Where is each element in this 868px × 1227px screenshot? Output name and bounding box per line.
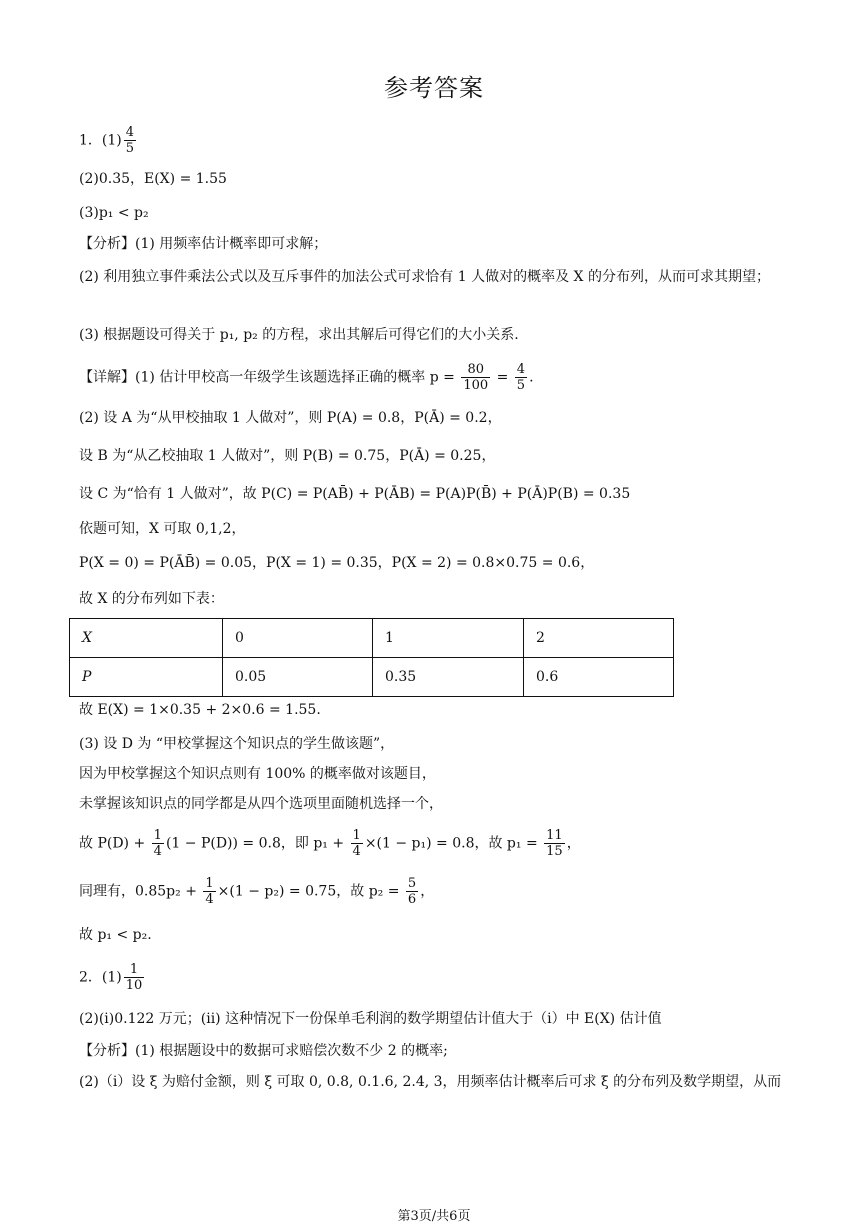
table-cell: 1 <box>373 619 524 658</box>
q1-detail-9: (3) 设 D 为 “甲校掌握这个知识点的学生做该题”， <box>79 736 395 752</box>
q1-detail-6: P(X = 0) = P(ĀB̄) = 0.05，P(X = 1) = 0.35，P(X = 2) = 0.8×0.75 = 0.6， <box>79 555 595 571</box>
q1-analysis-3: (3) 根据题设可得关于 p₁, p₂ 的方程，求出其解后可得它们的大小关系. <box>79 327 519 343</box>
q1-detail-3: 设 B 为“从乙校抽取 1 人做对”，则 P(B) = 0.75，P(Ā) = 0.25， <box>79 448 496 464</box>
q1-answer-3: (3)p₁ < p₂ <box>79 205 149 221</box>
table-cell: X <box>70 619 223 658</box>
page-footer: 第3页/共6页 <box>397 1209 471 1224</box>
q1-answer-1: 1．(1) $\frac{4}{5}$ <box>79 125 135 156</box>
q1-analysis-2: (2) 利用独立事件乘法公式以及互斥事件的加法公式可求恰有 1 人做对的概率及 X 的分布列，从而可求其期望； <box>79 269 770 285</box>
table-cell: P <box>70 658 223 697</box>
q1-detail-4: 设 C 为“恰有 1 人做对”，故 P(C) = P(AB̄) + P(ĀB) = P(A)P(B̄) + P(Ā)P(B) = 0.35 <box>79 486 631 502</box>
fraction: $\frac{4}{5}$ <box>125 125 135 156</box>
q2-analysis-2: (2)（i）设 ξ 为赔付金额，则 ξ 可取 0, 0.8, 0.1.6, 2.4, 3，用频率估计概率后可求 ξ 的分布列及数学期望，从而 <box>79 1074 782 1090</box>
q1-detail-7: 故 X 的分布列如下表： <box>79 591 224 607</box>
table-cell: 0 <box>223 619 373 658</box>
q2-answer-1: 2．(1) $\frac{1}{10}$ <box>79 962 143 993</box>
q1-detail-2: (2) 设 A 为“从甲校抽取 1 人做对”，则 P(A) = 0.8，P(Ā) = 0.2， <box>79 410 502 426</box>
table-cell: 0.35 <box>373 658 524 697</box>
q1-detail-12: 故 P(D) + $\frac{1}{4}$ (1 − P(D)) = 0.8，即 p₁ + $\frac{1}{4}$ ×(1 − p₁) = 0.8，故 p₁ = $\frac{11}{15}$ ， <box>79 828 581 859</box>
distribution-table <box>69 618 674 697</box>
q1-detail-10: 因为甲校掌握这个知识点则有 100% 的概率做对该题目， <box>79 766 436 782</box>
q1-answer-2: (2)0.35，E(X) = 1.55 <box>79 171 227 187</box>
table-cell: 0.6 <box>524 658 674 697</box>
q1-detail-1: 【详解】(1) 估计甲校高一年级学生该题选择正确的概率 p = $\frac{80}{100}$ = $\frac{4}{5}$ . <box>79 362 534 393</box>
table-row <box>70 658 674 697</box>
q1-detail-11: 未掌握该知识点的同学都是从四个选项里面随机选择一个， <box>79 796 443 812</box>
table-cell: 0.05 <box>223 658 373 697</box>
q1-analysis-1: 【分析】(1) 用频率估计概率即可求解； <box>79 236 328 252</box>
q1-detail-14: 故 p₁ < p₂. <box>79 927 152 943</box>
page-title: 参考答案 <box>384 74 484 102</box>
q2-analysis-1: 【分析】(1) 根据题设中的数据可求赔偿次数不少 2 的概率; <box>79 1043 448 1059</box>
q1-detail-5: 依题可知，X 可取 0,1,2， <box>79 521 246 537</box>
q1-detail-13: 同理有，0.85p₂ + $\frac{1}{4}$ ×(1 − p₂) = 0.75，故 p₂ = $\frac{5}{6}$ ， <box>79 876 435 907</box>
table-row <box>70 619 674 658</box>
q1-detail-8: 故 E(X) = 1×0.35 + 2×0.6 = 1.55. <box>79 702 321 718</box>
q2-answer-2: (2)(i)0.122 万元；(ii) 这种情况下一份保单毛利润的数学期望估计值大于（i）中 E(X) 估计值 <box>79 1011 662 1027</box>
table-cell: 2 <box>524 619 674 658</box>
